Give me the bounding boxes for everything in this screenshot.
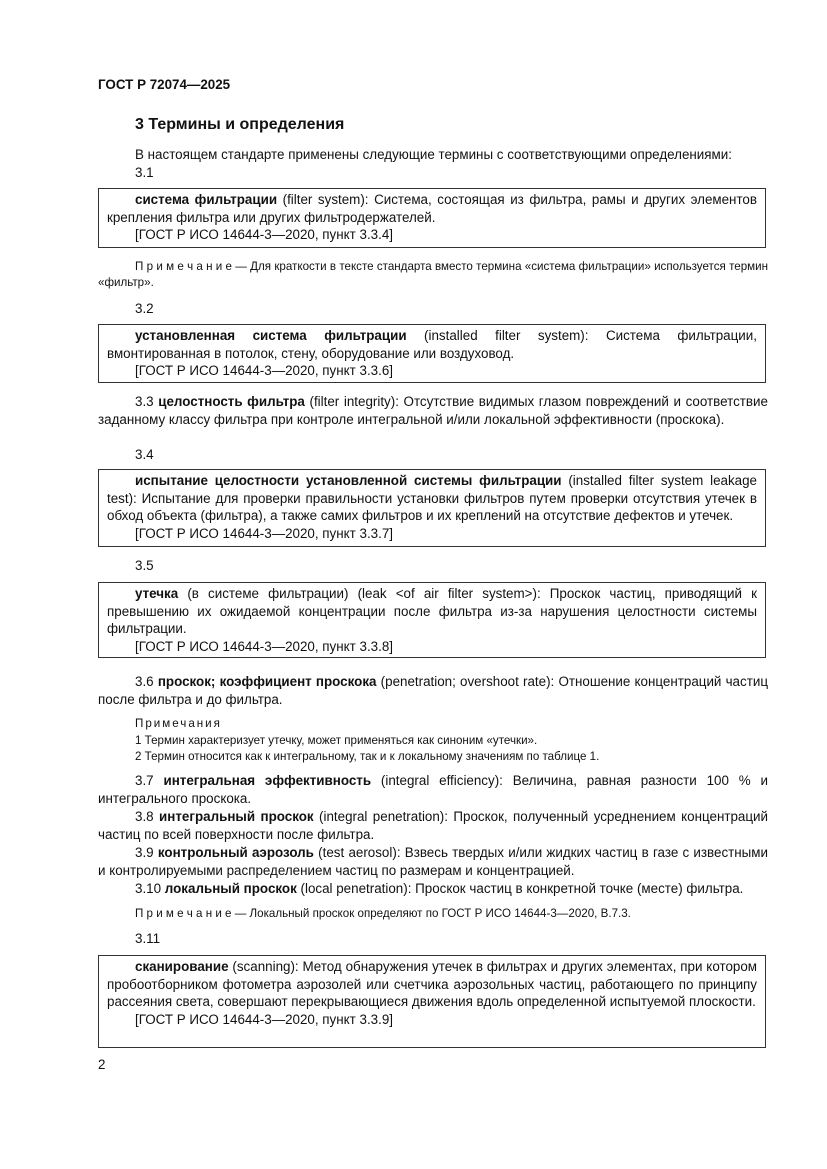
source-reference: [ГОСТ Р ИСО 14644-3—2020, пункт 3.3.7] xyxy=(135,525,394,541)
source-reference: [ГОСТ Р ИСО 14644-3—2020, пункт 3.3.8] xyxy=(135,638,394,654)
source-reference: [ГОСТ Р ИСО 14644-3—2020, пункт 3.3.6] xyxy=(135,363,394,378)
term-box-3-11 xyxy=(98,955,766,1048)
term-number: 3.11 xyxy=(135,931,161,946)
term-3-6: 3.6 проскок; коэффициент проскока (penetration; overshoot rate): Отношение концентраций частиц после фильтра и до фильтра. xyxy=(98,674,768,707)
term-number: 3.1 xyxy=(135,165,154,180)
source-reference: [ГОСТ Р ИСО 14644-3—2020, пункт 3.3.4] xyxy=(135,227,394,242)
term-box-3-4 xyxy=(98,469,766,547)
definition: испытание целостности установленной системы фильтрации (installed filter system leakage test): Испытание для проверки правильности установки фильтров путем проверки отсутствия утечек в обход объекта (фильтра), а также самих фильтров и их креплений на отсутствие дефектов и утечек. xyxy=(107,473,757,523)
term-box-3-2 xyxy=(98,324,766,383)
term: утечка xyxy=(135,586,179,601)
term: интегральный проскок xyxy=(159,809,314,824)
document-code: ГОСТ Р 72074—2025 xyxy=(98,77,231,92)
term-number: 3.2 xyxy=(135,301,154,316)
definition: сканирование (scanning): Метод обнаружения утечек в фильтрах и других элементах, при котором пробоотборником фотометра аэрозолей или счетчика аэрозольных частиц, работающего по принципу рассеяния света, совершают перекрывающиеся движения вдоль определенной испытуемой плоскости. xyxy=(107,959,757,1009)
term: система фильтрации xyxy=(135,192,278,207)
term-3-10: 3.10 локальный проскок (local penetration): Проскок частиц в конкретной точке (месте) фильтра. xyxy=(135,881,744,896)
term-3-8: 3.8 интегральный проскок (integral penetration): Проскок, полученный усреднением концентраций частиц по всей поверхности после фильтра. xyxy=(98,809,768,842)
definition: установленная система фильтрации (installed filter system): Система фильтрации, вмонтированная в потолок, стену, оборудование или воздуховод. xyxy=(107,328,757,361)
term-3-7: 3.7 интегральная эффективность (integral efficiency): Величина, равная разности 100 % и интегрального проскока. xyxy=(98,773,768,806)
term-3-3: 3.3 целостность фильтра (filter integrity): Отсутствие видимых глазом повреждений и соответствие заданному классу фильтра при контроле интегральной и/или локальной эффективности (проскока). xyxy=(98,394,768,427)
term-number: 3.5 xyxy=(135,558,154,573)
term: целостность фильтра xyxy=(158,394,305,409)
term: локальный проскок xyxy=(164,881,297,896)
term: сканирование xyxy=(135,959,229,974)
term: проскок; коэффициент проскока xyxy=(157,674,377,689)
term-box-3-1 xyxy=(98,188,766,248)
note: П р и м е ч а н и е — Для краткости в тексте стандарта вместо термина «система фильтрации» используется термин «фильтр». xyxy=(98,260,768,289)
note: П р и м е ч а н и е — Локальный проскок определяют по ГОСТ Р ИСО 14644-3—2020, В.7.3. xyxy=(135,907,631,920)
source-reference: [ГОСТ Р ИСО 14644-3—2020, пункт 3.3.9] xyxy=(135,1011,394,1027)
intro-paragraph: В настоящем стандарте применены следующие термины с соответствующими определениями: xyxy=(135,147,732,162)
note-item: 1 Термин характеризует утечку, может применяться как синоним «утечки». xyxy=(135,734,538,747)
term: контрольный аэрозоль xyxy=(157,845,314,860)
note-item: 2 Термин относится как к интегральному, так и к локальному значениям по таблице 1. xyxy=(135,750,600,763)
term-box-3-5 xyxy=(98,582,766,658)
definition: система фильтрации (filter system): Система, состоящая из фильтра, рамы и других элементов крепления фильтра или других фильтродержателей. xyxy=(107,192,757,225)
section-title: 3 Термины и определения xyxy=(135,116,345,133)
term: интегральная эффективность xyxy=(163,773,372,788)
term: установленная система фильтрации xyxy=(135,328,407,343)
definition: утечка (в системе фильтрации) (leak <of air filter system>): Проскок частиц, приводящий к превышению их ожидаемой концентрации после фильтра из-за нарушения целостности системы фильтрации. xyxy=(107,586,757,636)
term: испытание целостности установленной системы фильтрации xyxy=(135,473,562,488)
term-number: 3.4 xyxy=(135,447,154,462)
term-3-9: 3.9 контрольный аэрозоль (test aerosol): Взвесь твердых и/или жидких частиц в газе с известными и контролируемыми распределением частиц по размерам и концентрацией. xyxy=(98,845,768,878)
notes-title: Примечания xyxy=(135,717,222,730)
page-number: 2 xyxy=(98,1057,106,1072)
